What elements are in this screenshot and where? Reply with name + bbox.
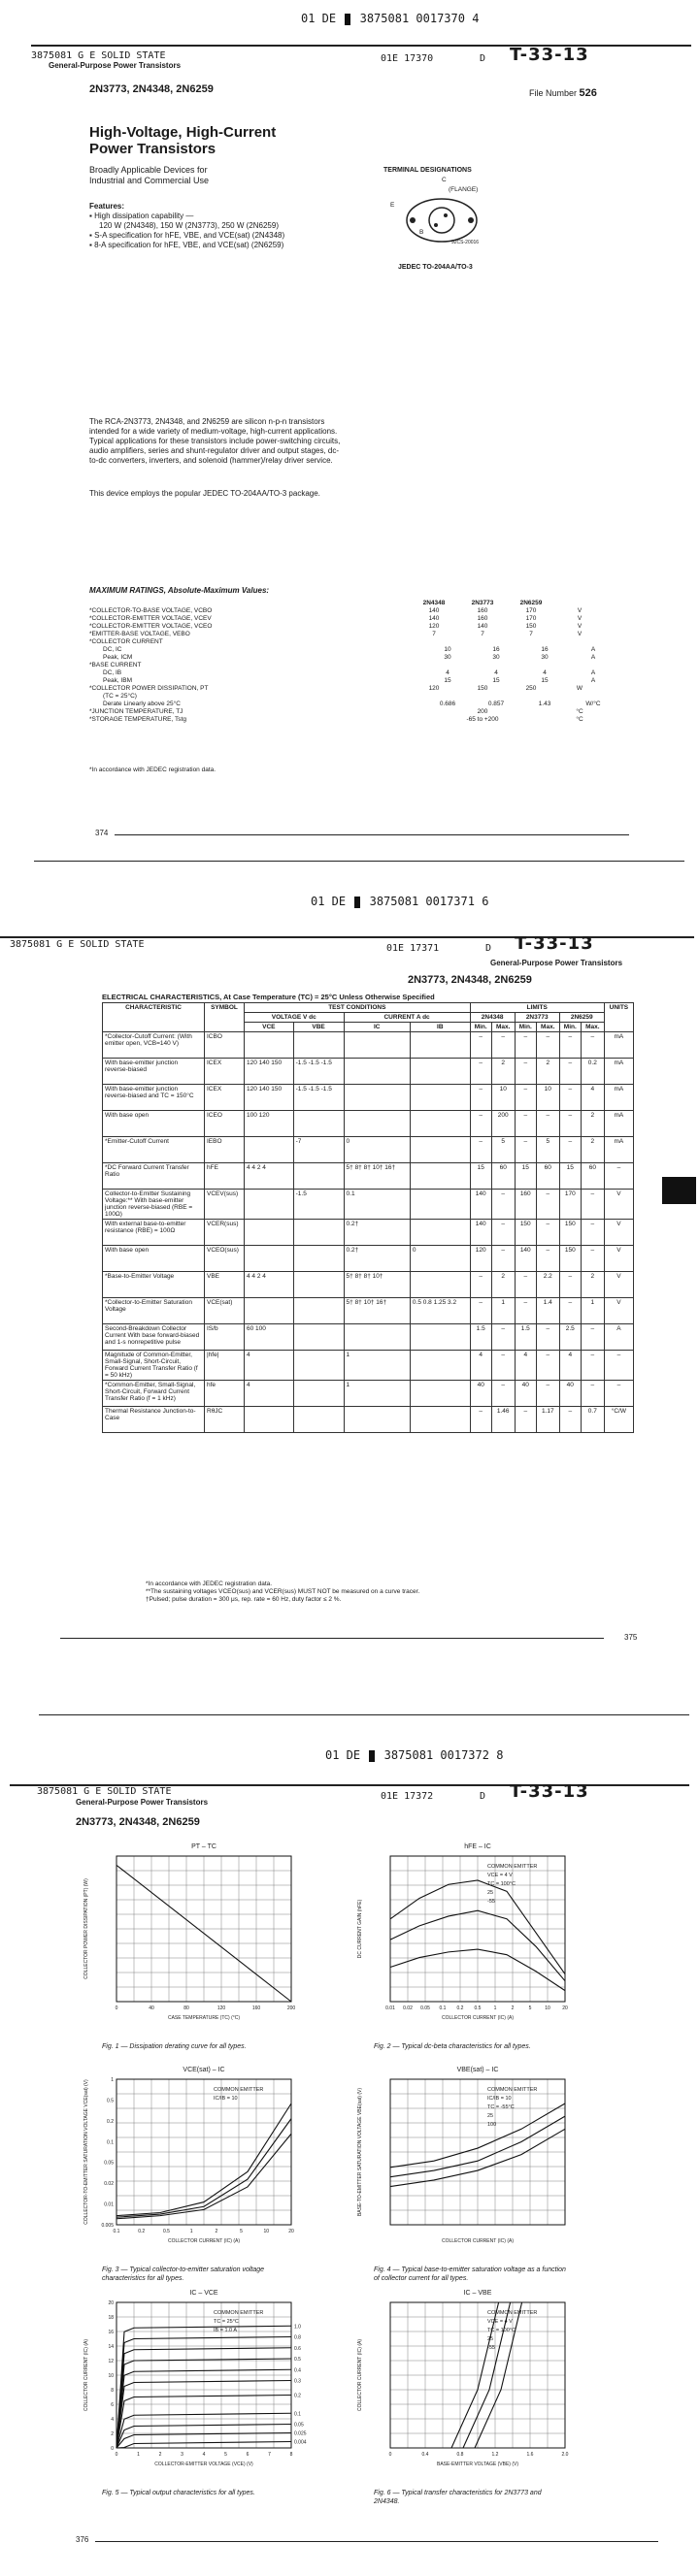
chart-annotation: VCE = 4 V <box>487 1873 513 1878</box>
x-tick-label: 1 <box>189 2229 193 2234</box>
y-tick-label: 20 <box>108 2300 114 2306</box>
chart-annotation: 25 <box>487 2113 494 2119</box>
x-tick-label: 10 <box>545 2005 550 2011</box>
y-axis-label: COLLECTOR CURRENT (IC) (A) <box>83 2339 89 2411</box>
x-tick-label: 20 <box>562 2005 568 2011</box>
chart-title: VCE(sat) – IC <box>183 2067 225 2073</box>
terminal-title: TERMINAL DESIGNATIONS <box>383 167 472 174</box>
part-numbers: 2N3773, 2N4348, 2N6259 <box>89 83 214 95</box>
ec-table-wrap <box>102 1002 634 1433</box>
scan-mark <box>662 1177 696 1204</box>
ratings-row: (TC = 25°C) <box>103 693 137 700</box>
ge-line: 3875081 G E SOLID STATE <box>37 1786 172 1797</box>
y-tick-label: 18 <box>108 2315 114 2321</box>
ge-d: D <box>480 1791 486 1802</box>
y-tick-label: 0.1 <box>107 2139 114 2146</box>
y-axis-label: DC CURRENT GAIN (hFE) <box>357 1899 363 1959</box>
ratings-row: *STORAGE TEMPERATURE, Tstg -65 to +200 °C <box>89 716 583 723</box>
x-tick-label: 0.01 <box>385 2005 395 2011</box>
ge-d: D <box>480 53 486 64</box>
x-tick-label: 0.5 <box>474 2005 482 2011</box>
y-tick-label: 2 <box>111 2431 114 2437</box>
features-block: Features: ▪ High dissipation capability — 120 W (2N4348), 150 W (2N3773), 250 W (2N6259) ▪ S-A specification for hFE, VBE, and VCE(sat) (2N4348) ▪ 8-A specification for hFE, VBE, and VCE(sat) (2N6259) <box>89 202 285 249</box>
chart-annotation: TC = -55°C <box>487 2104 515 2110</box>
ec-title: ELECTRICAL CHARACTERISTICS, At Case Temperature (TC) = 25°C Unless Otherwise Specified <box>102 993 435 1001</box>
chart-annotation: IC/IB = 10 <box>214 2096 238 2102</box>
x-tick-label: 5 <box>240 2229 243 2234</box>
y-tick-label: 0.2 <box>107 2118 114 2125</box>
series-label: 0.004 <box>294 2439 307 2446</box>
page-header-code: 01 DE 3875081 0017372 8 <box>325 1748 504 1762</box>
terminal-b: B <box>419 229 424 236</box>
caption-fig6: Fig. 6 — Typical transfer characteristics for 2N3773 and 2N4348. <box>374 2490 542 2505</box>
file-number-block: File Number 526 <box>529 87 597 99</box>
x-tick-label: 0.02 <box>403 2005 413 2011</box>
x-tick-label: 0 <box>115 2452 118 2458</box>
ratings-table <box>89 600 633 724</box>
ratings-row: DC, IB 4 4 4 A <box>103 669 596 676</box>
y-tick-label: 10 <box>108 2373 114 2379</box>
x-tick-label: 6 <box>246 2452 250 2458</box>
ge-line: 3875081 G E SOLID STATE <box>31 50 166 61</box>
x-axis-label: CASE TEMPERATURE (TC) (°C) <box>167 2015 241 2021</box>
x-tick-label: 1 <box>493 2005 497 2011</box>
y-tick-label: 4 <box>111 2417 114 2423</box>
feature-item: ▪ 8-A specification for hFE, VBE, and VCE(sat) (2N6259) <box>89 241 284 249</box>
chart-title: PT – TC <box>191 1843 216 1850</box>
chart-annotation: -55 <box>487 2345 495 2351</box>
x-tick-label: 120 <box>216 2005 226 2011</box>
ec-row: Magnitude of Common-Emitter, Small-Signal, Short-Circuit, Forward Current Transfer Ratio (f = 50 kHz) |hfe| 4 1 4 – 4 – 4 – – <box>103 1351 634 1381</box>
caption-fig3: Fig. 3 — Typical collector-to-emitter saturation voltage characteristics for all types. <box>102 2266 265 2282</box>
series-label: 0.1 <box>294 2411 301 2418</box>
col-test: TEST CONDITIONS <box>245 1003 471 1013</box>
chart-annotation: 100 <box>487 2122 497 2128</box>
page-header-code: 01 DE 3875081 0017370 4 <box>301 12 480 25</box>
chart-fig2 <box>351 1839 584 2042</box>
x-tick-label: 40 <box>149 2005 154 2011</box>
ec-row: *DC Forward Current Transfer Ratio hFE 4 4 2 4 5† 8† 8† 10† 16† 15 60 15 60 15 60 – <box>103 1163 634 1190</box>
feature-item: 120 W (2N4348), 150 W (2N3773), 250 W (2N6259) <box>99 221 279 230</box>
y-tick-label: 8 <box>111 2388 114 2394</box>
chart-annotation: COMMON EMITTER <box>487 1864 538 1870</box>
ratings-title: MAXIMUM RATINGS, Absolute-Maximum Values: <box>89 586 270 595</box>
ec-row: *Common-Emitter, Small-Signal, Short-Circuit, Forward Current Transfer Ratio (f = 1 kHz) hfe 4 1 40 – 40 – 40 – – <box>103 1381 634 1407</box>
package-note: This device employs the popular JEDEC TO-204AA/TO-3 package. <box>89 489 320 498</box>
x-tick-label: 80 <box>183 2005 189 2011</box>
x-tick-label: 2 <box>511 2005 515 2011</box>
chart-annotation: TC = 100°C <box>487 2328 516 2333</box>
terminal-e: E <box>390 202 395 209</box>
x-axis-label: BASE-EMITTER VOLTAGE (VBE) (V) <box>437 2462 518 2467</box>
chart-annotation: VCE = 4 V <box>487 2319 513 2325</box>
ec-row: Second-Breakdown Collector Current With base forward-biased and 1-s nonrepetitive pulse IS/b 60 100 1.5 – 1.5 – 2.5 – A <box>103 1324 634 1351</box>
ratings-row: DC, IC 10 16 16 A <box>103 646 596 653</box>
y-tick-label: 0.5 <box>107 2098 114 2104</box>
caption-fig5: Fig. 5 — Typical output characteristics for all types. <box>102 2490 255 2496</box>
col-units: UNITS <box>604 1003 633 1032</box>
feature-item: ▪ S-A specification for hFE, VBE, and VCE(sat) (2N4348) <box>89 231 285 240</box>
series-label: 0.5 <box>294 2357 301 2363</box>
chart-annotation: COMMON EMITTER <box>214 2310 264 2316</box>
chart-fig1 <box>78 1839 311 2042</box>
y-tick-label: 0 <box>111 2446 114 2452</box>
chart-fig3 <box>78 2062 311 2266</box>
series-label: 0.025 <box>294 2430 307 2437</box>
ec-row: *Collector-to-Emitter Saturation Voltage VCE(sat) 5† 8† 10† 16† 0.5 0.8 1.25 3.2 – 1 – 1.4 – 1 V <box>103 1298 634 1324</box>
ratings-row: Peak, ICM 30 30 30 A <box>103 654 596 661</box>
x-tick-label: 1.2 <box>491 2452 499 2458</box>
y-tick-label: 12 <box>108 2359 114 2364</box>
series-label: 0.2 <box>294 2393 301 2399</box>
chart-title: IC – VCE <box>189 2290 218 2297</box>
chart-fig4 <box>351 2062 584 2266</box>
x-tick-label: 0 <box>115 2005 118 2011</box>
chart-annotation: IB = 1.0 A <box>214 2328 238 2333</box>
x-tick-label: 8 <box>289 2452 293 2458</box>
x-tick-label: 7 <box>268 2452 271 2458</box>
x-axis-label: COLLECTOR CURRENT (IC) (A) <box>442 2015 514 2021</box>
x-tick-label: 20 <box>288 2229 294 2234</box>
ec-row: Collector-to-Emitter Sustaining Voltage:** With base-emitter junction reverse-biased (RBE = 100Ω) VCEV(sus) -1.5 0.1 140 – 160 – 170 – V <box>103 1190 634 1220</box>
terminal-c: C <box>442 177 447 183</box>
y-tick-label: 0.02 <box>104 2181 114 2188</box>
ge-subtitle: General-Purpose Power Transistors <box>490 959 623 967</box>
chart-title: hFE – IC <box>464 1843 491 1850</box>
col-symbol: SYMBOL <box>205 1003 245 1032</box>
x-tick-label: 10 <box>263 2229 270 2234</box>
chart-annotation: -55 <box>487 1899 495 1905</box>
x-tick-label: 0.4 <box>421 2452 429 2458</box>
ge-code: 01E 17372 <box>381 1791 434 1802</box>
x-tick-label: 4 <box>202 2452 206 2458</box>
ec-row: *Collector-Cutoff Current: (With emitter open, VCB=140 V) ICBO – – – – – – mA <box>103 1032 634 1059</box>
y-tick-label: 0.01 <box>104 2201 114 2208</box>
x-axis-label: COLLECTOR CURRENT (IC) (A) <box>168 2238 240 2244</box>
page-number: 376 <box>76 2535 89 2544</box>
ec-row: With base open ICEO 100 120 – 200 – – – 2 mA <box>103 1111 634 1137</box>
chart-annotation: 25 <box>487 2336 494 2342</box>
chart-annotation: COMMON EMITTER <box>214 2087 264 2093</box>
page-title: High-Voltage, High-Current Power Transistors <box>89 124 277 157</box>
x-tick-label: 5 <box>528 2005 532 2011</box>
x-tick-label: 0.2 <box>138 2229 146 2234</box>
package-label: JEDEC TO-204AA/TO-3 <box>398 264 473 271</box>
ratings-row: *COLLECTOR-TO-BASE VOLTAGE, VCBO 140 160 170 V <box>89 607 582 614</box>
col-limits: LIMITS <box>470 1003 604 1013</box>
series-label: 1.0 <box>294 2324 301 2331</box>
ratings-row: *BASE CURRENT <box>89 662 142 668</box>
chart-annotation: COMMON EMITTER <box>487 2087 538 2093</box>
x-tick-label: 2 <box>158 2452 162 2458</box>
x-tick-label: 0.8 <box>456 2452 464 2458</box>
part-numbers: 2N3773, 2N4348, 2N6259 <box>408 974 532 986</box>
ratings-row: *EMITTER-BASE VOLTAGE, VEBO 7 7 7 V <box>89 631 582 637</box>
page-number: 375 <box>624 1633 638 1642</box>
y-tick-label: 6 <box>111 2402 114 2408</box>
chart-fig6 <box>351 2285 584 2489</box>
series-label: 0.6 <box>294 2345 301 2352</box>
ratings-row: *COLLECTOR CURRENT <box>89 638 163 645</box>
ratings-row: Peak, IBM 15 15 15 A <box>103 677 596 684</box>
ec-row: With base-emitter junction reverse-biased and TC = 150°C ICEX 120 140 150 -1.5 -1.5 -1.5 – 10 – 10 – 4 mA <box>103 1085 634 1111</box>
ratings-row: *COLLECTOR-EMITTER VOLTAGE, VCEO 120 140 150 V <box>89 623 582 630</box>
x-tick-label: 2.0 <box>561 2452 569 2458</box>
chart-title: IC – VBE <box>463 2290 492 2297</box>
ge-d: D <box>485 943 492 954</box>
series-label: 0.8 <box>294 2334 301 2341</box>
page-number: 374 <box>95 829 109 837</box>
ec-row: *Base-to-Emitter Voltage VBE 4 4 2 4 5† 8† 8† 10† – 2 – 2.2 – 2 V <box>103 1272 634 1298</box>
description: The RCA-2N3773, 2N4348, and 2N6259 are silicon n-p-n transistors intended for a wide variety of medium-voltage, high-current applications. Typical applications for these transistors include power-switching circuits, audio amplifiers, series and shunt-regulator driver and output stages, dc-to-dc converters, inverters, and solenoid (hammer)/relay driver service. <box>89 417 341 465</box>
page-header-code: 01 DE 3875081 0017371 6 <box>311 895 489 908</box>
x-tick-label: 200 <box>286 2005 296 2011</box>
ec-row: Thermal Resistance Junction-to-Case RθJC – 1.46 – 1.17 – 0.7 °C/W <box>103 1407 634 1433</box>
ge-line: 3875081 G E SOLID STATE <box>10 939 145 950</box>
ec-row: With base-emitter junction reverse-biased ICEX 120 140 150 -1.5 -1.5 -1.5 – 2 – 2 – 0.2 mA <box>103 1059 634 1085</box>
ec-row: *Emitter-Cutoff Current IEBO -7 0 – 5 – 5 – 2 mA <box>103 1137 634 1163</box>
y-tick-label: 14 <box>108 2344 114 2350</box>
x-tick-label: 0 <box>388 2452 392 2458</box>
x-tick-label: 160 <box>251 2005 261 2011</box>
x-tick-label: 1 <box>137 2452 140 2458</box>
ec-row: With base open VCEO(sus) 0.2† 0 120 – 140 – 150 – V <box>103 1246 634 1272</box>
page-1 <box>0 0 699 849</box>
x-tick-label: 0.5 <box>162 2229 170 2234</box>
ratings-row: *COLLECTOR-EMITTER VOLTAGE, VCEV 140 160 170 V <box>89 615 582 622</box>
x-tick-label: 0.2 <box>456 2005 464 2011</box>
x-tick-label: 0.1 <box>439 2005 447 2011</box>
chart-title: VBE(sat) – IC <box>456 2067 499 2073</box>
ge-code: 01E 17370 <box>381 53 434 64</box>
x-tick-label: 0.1 <box>113 2229 120 2234</box>
ge-code: 01E 17371 <box>386 943 440 954</box>
part-numbers: 2N3773, 2N4348, 2N6259 <box>76 1816 200 1828</box>
ratings-row: *JUNCTION TEMPERATURE, TJ 200 °C <box>89 708 583 715</box>
electrical-characteristics-table: CHARACTERISTIC SYMBOL TEST CONDITIONS LIMITS UNITS VOLTAGE V dc CURRENT A dc 2N4348 2N3773 2N6259 VCE VBE IC IB Min. Max. Min. Max. Min. Max. *Collector-Cutoff Current: (With emitter open, VCB=140 V) ICBO – – – – – – mA With base-emitter junction reverse-biased ICEX 120 140 150 -1.5 -1.5 -1.5 – 2 – 2 – 0.2 mA With base-emitter junction reverse-biased and TC = 150°C ICEX 120 140 150 -1.5 -1.5 -1.5 – 10 – 10 – 4 mA With base open ICEO 100 120 – 200 – – – 2 mA *Emitter-Cutoff Current IEBO -7 0 – 5 – 5 – 2 mA *DC Forward Current Transfer Ratio hFE 4 4 2 4 5† 8† 8† 10† 16† 15 60 15 60 15 60 – Collector-to-Emitter Sustaining Voltage:** With base-emitter junction reverse-biased (RBE = 100Ω) VCEV(sus) -1.5 0.1 140 – 160 – 170 – V With external base-to-emitter resistance (RBE) = 100Ω VCER(sus) 0.2† 140 – 150 – 150 – V With base open VCEO(sus) 0.2† 0 120 – 140 – 150 – V *Base-to-Emitter Voltage VBE 4 4 2 4 5† 8† 8† 10† – 2 – 2.2 – 2 V *Collector-to-Emitter Saturation Voltage VCE(sat) 5† 8† 10† 16† 0.5 0.8 1.25 3.2 – 1 – 1.4 – 1 V Second-Breakdown Collector Current With base forward-biased and 1-s nonrepetitive pulse IS/b 60 100 1.5 – 1.5 – 2.5 – A Magnitude of Common-Emitter, Small-Signal, Short-Circuit, Forward Current Transfer Ratio (f = 50 kHz) |hfe| 4 1 4 – 4 – 4 – – *Common-Emitter, Small-Signal, Short-Circuit, Forward Current Transfer Ratio (f = 1 kHz) hfe 4 1 40 – 40 – 40 – – Thermal Resistance Junction-to-Case RθJC – 1.46 – 1.17 – 0.7 °C/W <box>102 1002 634 1433</box>
caption-fig4: Fig. 4 — Typical base-to-emitter saturation voltage as a function of collector current for all types. <box>374 2266 566 2282</box>
ge-subtitle: General-Purpose Power Transistors <box>49 61 182 70</box>
series-label: 0.3 <box>294 2378 301 2385</box>
to3-package-drawing <box>383 177 500 264</box>
y-axis-label: COLLECTOR POWER DISSIPATION (PT) (W) <box>83 1878 89 1979</box>
y-tick-label: 16 <box>108 2330 114 2335</box>
page-subtitle: Broadly Applicable Devices for Industrial and Commercial Use <box>89 165 210 185</box>
x-tick-label: 5 <box>224 2452 227 2458</box>
x-tick-label: 1.6 <box>526 2452 534 2458</box>
ec-notes: *In accordance with JEDEC registration data. **The sustaining voltages VCEO(sus) and VCER(sus) MUST NOT be measured on a curve tracer. †Pulsed; pulse duration = 300 μs, rep. rate = 60 Hz, duty factor ≤ 2 %. <box>146 1581 420 1603</box>
chart-annotation: TC = 100°C <box>487 1881 516 1887</box>
y-tick-label: 0.005 <box>101 2223 114 2229</box>
ratings-header: 2N4348 2N3773 2N6259 <box>422 600 543 606</box>
feature-item: ▪ High dissipation capability — <box>89 212 194 220</box>
caption-fig1: Fig. 1 — Dissipation derating curve for all types. <box>102 2043 247 2050</box>
page-3 <box>0 1703 699 2576</box>
chart-annotation: 25 <box>487 1890 494 1896</box>
terminal-code: 92CS-20016 <box>451 240 480 245</box>
ge-subtitle: General-Purpose Power Transistors <box>76 1798 209 1807</box>
chart-annotation: COMMON EMITTER <box>487 2310 538 2316</box>
chart-fig5 <box>78 2285 311 2489</box>
chart-annotation: TC = 25°C <box>214 2319 239 2325</box>
ec-row: With external base-to-emitter resistance (RBE) = 100Ω VCER(sus) 0.2† 140 – 150 – 150 – V <box>103 1220 634 1246</box>
ratings-row: *COLLECTOR POWER DISSIPATION, PT 120 150 250 W <box>89 685 583 692</box>
x-tick-label: 3 <box>181 2452 183 2458</box>
y-axis-label: COLLECTOR-TO-EMITTER SATURATION VOLTAGE VCE(sat) (V) <box>83 2079 89 2225</box>
y-axis-label: BASE-TO-EMITTER SATURATION VOLTAGE VBE(sat) (V) <box>357 2087 363 2217</box>
ratings-footnote: *In accordance with JEDEC registration data. <box>89 766 216 773</box>
x-tick-label: 0.05 <box>420 2005 430 2011</box>
ge-handwritten-code: T-33-13 <box>510 45 589 65</box>
series-label: 0.05 <box>294 2422 304 2429</box>
caption-fig2: Fig. 2 — Typical dc-beta characteristics for all types. <box>374 2043 531 2050</box>
x-axis-label: COLLECTOR CURRENT (IC) (A) <box>442 2238 514 2244</box>
col-characteristic: CHARACTERISTIC <box>103 1003 205 1032</box>
ge-handwritten-code: T-33-13 <box>510 1781 589 1802</box>
ge-handwritten-code: T-33-13 <box>515 933 594 954</box>
x-tick-label: 2 <box>215 2229 218 2234</box>
chart-annotation: IC/IB = 10 <box>487 2096 512 2102</box>
terminal-flange: (FLANGE) <box>449 186 479 193</box>
series-label: 0.4 <box>294 2367 301 2374</box>
page-2 <box>0 849 699 1703</box>
y-axis-label: COLLECTOR CURRENT (IC) (A) <box>357 2339 363 2411</box>
y-tick-label: 1 <box>111 2077 114 2083</box>
y-tick-label: 0.05 <box>104 2160 114 2167</box>
ratings-row: Derate Linearly above 25°C 0.686 0.857 1.43 W/°C <box>103 701 601 707</box>
x-axis-label: COLLECTOR-EMITTER VOLTAGE (VCE) (V) <box>154 2462 253 2467</box>
